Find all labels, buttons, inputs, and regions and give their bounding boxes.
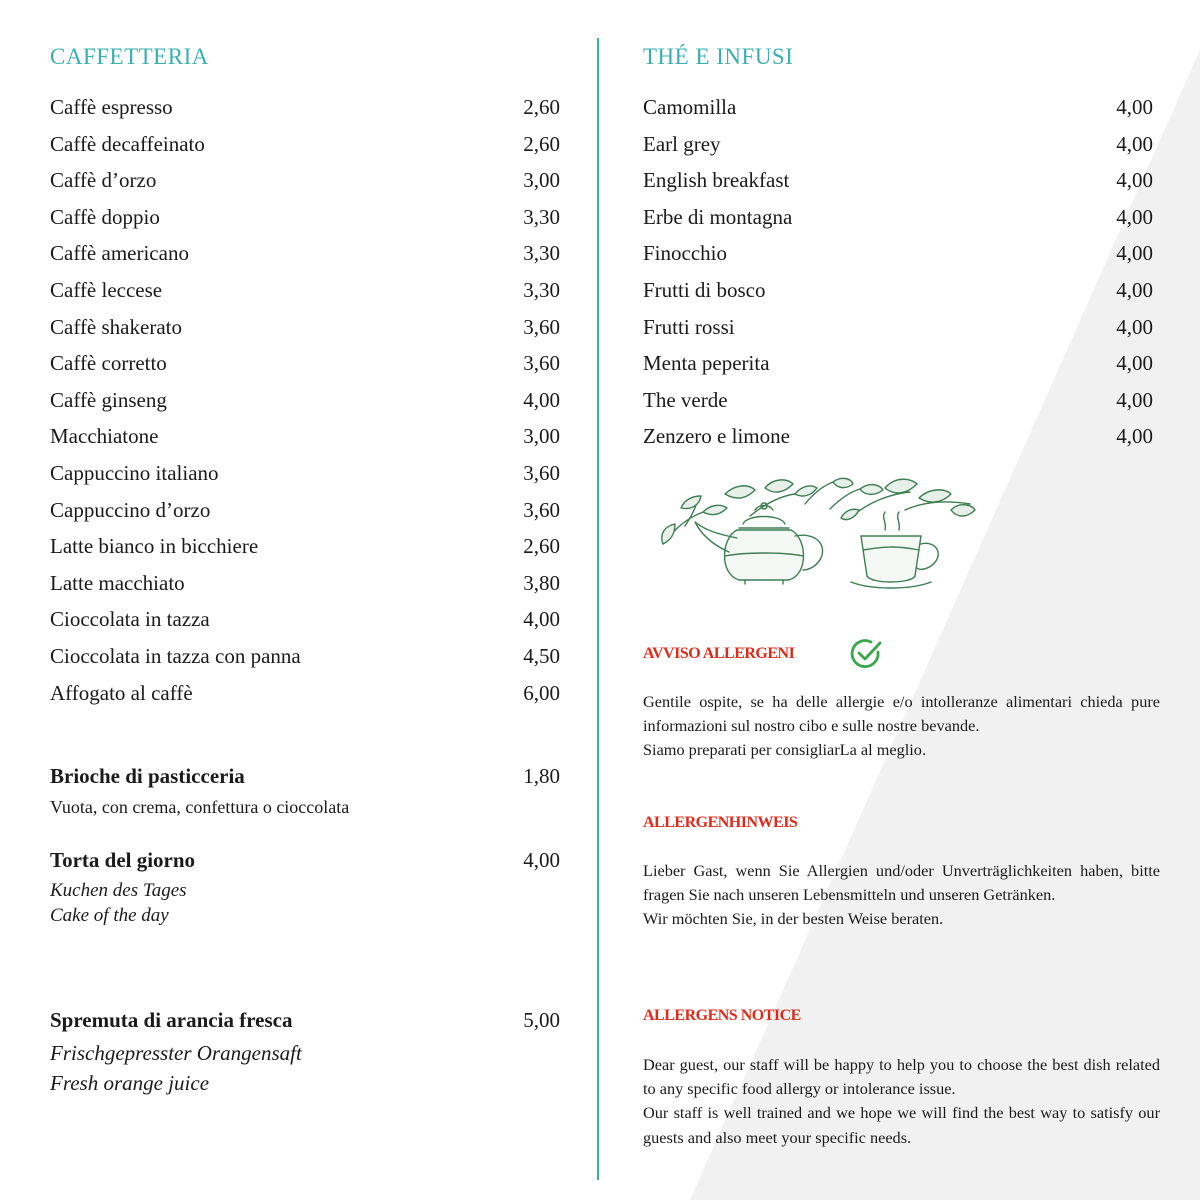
menu-item [643,200,1153,237]
menu-item [50,127,560,164]
item-name: Caffè espresso [50,95,173,119]
allergen-paragraph: Gentile ospite, se ha delle allergie e/o intolleranze alimentari chieda pure informazioni sul nostro cibo e sulle nostre bevande. [643,692,1160,736]
item-price: 4,00 [1116,424,1153,449]
special-item-price: 4,00 [523,848,560,872]
menu-item [643,383,1153,420]
item-price: 4,00 [523,607,560,632]
menu-item [50,493,560,530]
special-item-name: Brioche di pasticceria [50,764,245,788]
item-price: 3,30 [523,204,560,229]
menu-item [643,310,1153,347]
item-price: 3,80 [523,570,560,595]
item-name: Cappuccino italiano [50,460,219,485]
special-item-description: Vuota, con crema, confettura o cioccolata [50,797,350,817]
menu-item [50,529,560,566]
check-circle-icon [848,636,884,672]
menu-item [643,419,1153,456]
item-name: Cioccolata in tazza con panna [50,643,301,668]
item-price: 3,60 [523,314,560,339]
item-price: 4,00 [1116,387,1153,412]
menu-item [50,566,560,603]
allergen-paragraph: Dear guest, our staff will be happy to help you to choose the best dish related to any specific food allergy or intolerance issue. [643,1055,1160,1099]
menu-item [50,676,560,713]
item-price: 6,00 [523,680,560,705]
item-price: 4,00 [1116,241,1153,266]
item-price: 2,60 [523,534,560,559]
item-name: Caffè d’orzo [50,168,157,193]
special-item-name: Spremuta di arancia fresca [50,1008,293,1032]
item-name: Macchiatone [50,424,159,449]
allergen-title-de: ALLERGENHINWEIS [643,814,798,831]
special-item-english: Cake of the day [50,905,169,926]
caffetteria-list [50,90,560,712]
menu-item [643,273,1153,310]
menu-item [50,310,560,347]
item-name: Zenzero e limone [643,424,790,449]
column-divider [597,38,599,1180]
allergen-title-it: AVVISO ALLERGENI [643,645,795,662]
item-name: Latte bianco in bicchiere [50,534,259,559]
special-item-english: Fresh orange juice [50,1071,210,1095]
item-price: 3,30 [523,241,560,266]
item-price: 3,60 [523,351,560,376]
allergen-paragraph: Wir möchten Sie, in der besten Weise beraten. [643,909,944,929]
menu-item [50,383,560,420]
item-price: 3,30 [523,277,560,302]
tea-list [643,90,1153,456]
menu-item [50,163,560,200]
special-item-german: Kuchen des Tages [50,880,187,901]
item-name: The verde [643,387,728,412]
menu-item [643,163,1153,200]
menu-item [50,346,560,383]
item-price: 4,00 [1116,95,1153,119]
allergen-paragraph: Our staff is well trained and we hope we will find the best way to satisfy our guests and also meet your specific needs. [643,1103,1160,1147]
menu-item [50,639,560,676]
item-price: 3,00 [523,168,560,193]
item-price: 4,00 [1116,314,1153,339]
item-name: Frutti di bosco [643,277,766,302]
item-name: Caffè doppio [50,204,160,229]
item-name: Earl grey [643,131,721,156]
menu-item [50,419,560,456]
special-item-german: Frischgepresster Orangensaft [50,1041,302,1065]
item-price: 4,00 [1116,204,1153,229]
item-name: Caffè americano [50,241,189,266]
allergen-text-it [643,690,1160,763]
item-name: Latte macchiato [50,570,185,595]
menu-item [643,127,1153,164]
item-price: 2,60 [523,131,560,156]
allergen-paragraph: Siamo preparati per consigliarLa al meglio. [643,740,927,760]
item-price: 3,60 [523,460,560,485]
menu-item [50,602,560,639]
item-price: 2,60 [523,95,560,119]
menu-item [50,90,560,127]
menu-item [50,200,560,237]
menu-item [643,90,1153,127]
item-name: Camomilla [643,95,737,119]
caffetteria-title: CAFFETTERIA [50,44,209,69]
item-name: Cioccolata in tazza [50,607,210,632]
allergen-text-de [643,859,1160,932]
item-price: 3,00 [523,424,560,449]
item-name: Caffè ginseng [50,387,167,412]
allergen-paragraph: Lieber Gast, wenn Sie Allergien und/oder Unverträglichkeiten haben, bitte fragen Sie nach unseren Lebensmitteln und unseren Getränken. [643,861,1160,905]
teapot-teacup-leaves-illustration [655,474,977,590]
menu-item [643,346,1153,383]
item-price: 4,00 [1116,168,1153,193]
item-name: Caffè leccese [50,277,163,302]
menu-item [50,273,560,310]
item-name: Erbe di montagna [643,204,793,229]
special-item-price: 1,80 [523,764,560,788]
item-name: Affogato al caffè [50,680,193,705]
item-name: Finocchio [643,241,727,266]
item-price: 4,00 [1116,131,1153,156]
item-price: 4,00 [1116,277,1153,302]
item-price: 4,00 [1116,351,1153,376]
allergen-text-en [643,1053,1160,1150]
allergen-title-en: ALLERGENS NOTICE [643,1007,801,1024]
item-price: 4,00 [523,387,560,412]
item-name: Cappuccino d’orzo [50,497,211,522]
menu-item [50,236,560,273]
menu-item [643,236,1153,273]
special-item-name: Torta del giorno [50,848,196,872]
item-price: 4,50 [523,643,560,668]
item-name: Caffè shakerato [50,314,182,339]
menu-item [50,456,560,493]
item-price: 3,60 [523,497,560,522]
item-name: Caffè decaffeinato [50,131,205,156]
special-item-price: 5,00 [523,1008,560,1032]
tea-title: THÉ E INFUSI [643,44,794,69]
item-name: Caffè corretto [50,351,167,376]
item-name: Frutti rossi [643,314,735,339]
item-name: Menta peperita [643,351,770,376]
item-name: English breakfast [643,168,790,193]
